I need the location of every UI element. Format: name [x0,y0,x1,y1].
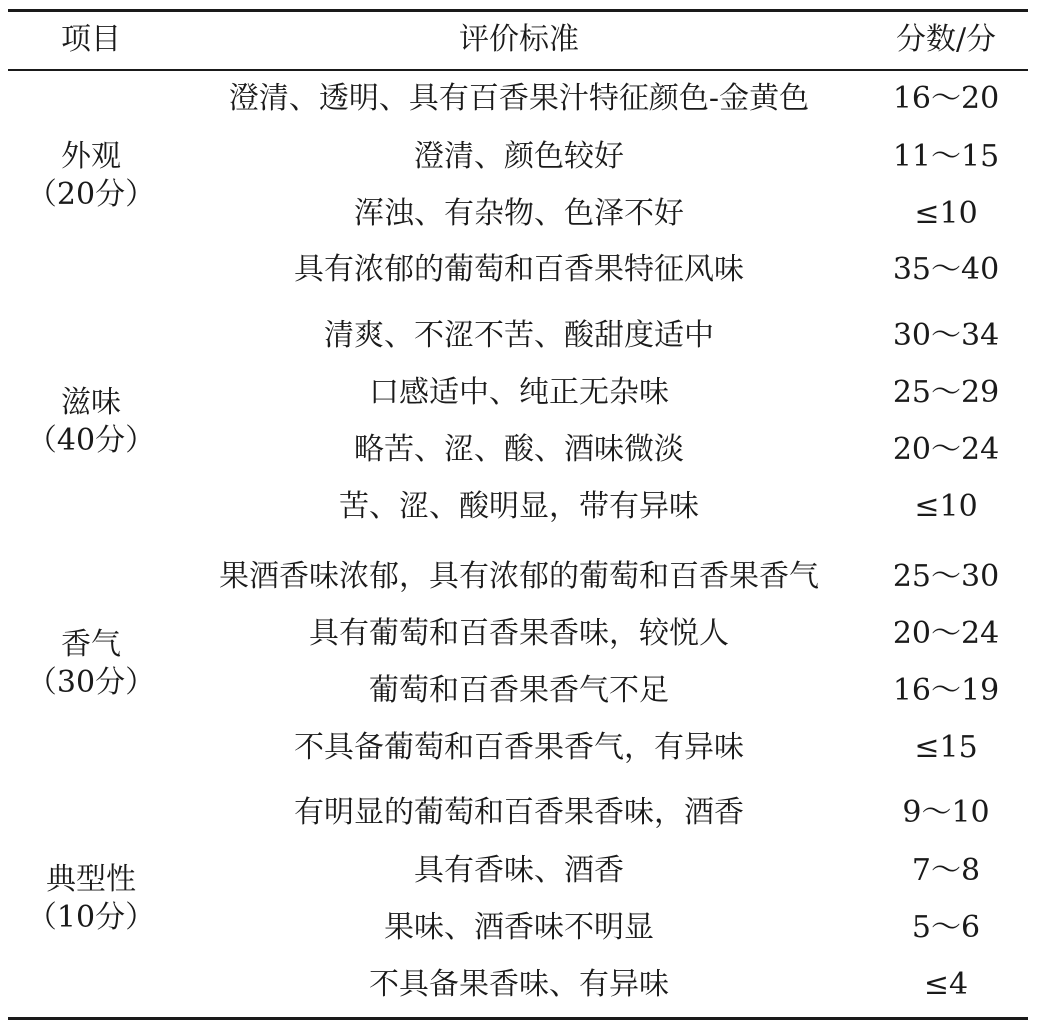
criteria-cell: 略苦、涩、酸、酒味微淡 [354,432,684,467]
criteria-cell: 具有香味、酒香 [414,853,624,888]
criteria-cell: 苦、涩、酸明显，带有异味 [339,489,699,524]
group-name: 滋味 [61,385,121,420]
criteria-cell: 葡萄和百香果香气不足 [369,673,669,708]
table-top-rule [8,9,1028,12]
group-name: 外观 [61,139,121,174]
score-cell: 11～15 [892,139,1000,174]
header-item: 项目 [61,22,121,57]
score-cell: 9～10 [902,795,990,830]
score-cell: 25～30 [892,559,1000,594]
group-label-aroma [27,626,155,702]
criteria-cell: 有明显的葡萄和百香果香味，酒香 [294,795,744,830]
group-points: （30分） [26,665,156,700]
score-cell: 30～34 [892,318,1000,353]
score-cell: ≤4 [923,967,969,1002]
group-name: 典型性 [46,862,136,897]
score-cell: ≤10 [914,196,978,231]
score-cell: 20～24 [892,616,1000,651]
group-label-appearance [27,138,155,214]
score-cell: 25～29 [892,375,1000,410]
header-score: 分数/分 [895,22,997,57]
score-cell: 16～20 [892,81,1000,116]
table-header-rule [8,69,1028,71]
table-bottom-rule [8,1017,1028,1020]
group-points: （40分） [26,423,156,458]
score-cell: 5～6 [911,910,981,945]
group-label-taste [27,384,155,460]
score-cell: 35～40 [892,252,1000,287]
header-criteria: 评价标准 [459,22,579,57]
score-cell: 16～19 [892,673,1000,708]
score-cell: 7～8 [911,853,981,888]
criteria-cell: 不具备葡萄和百香果香气，有异味 [294,730,744,765]
criteria-cell: 具有浓郁的葡萄和百香果特征风味 [294,252,744,287]
criteria-cell: 浑浊、有杂物、色泽不好 [354,196,684,231]
group-points: （20分） [26,177,156,212]
criteria-cell: 果酒香味浓郁，具有浓郁的葡萄和百香果香气 [219,559,819,594]
criteria-cell: 清爽、不涩不苦、酸甜度适中 [324,318,714,353]
score-cell: ≤15 [914,730,978,765]
criteria-cell: 不具备果香味、有异味 [369,967,669,1002]
score-cell: 20～24 [892,432,1000,467]
criteria-cell: 澄清、透明、具有百香果汁特征颜色-金黄色 [228,81,810,116]
group-points: （10分） [26,900,156,935]
score-cell: ≤10 [914,489,978,524]
criteria-cell: 澄清、颜色较好 [414,139,624,174]
criteria-cell: 具有葡萄和百香果香味，较悦人 [309,616,729,651]
criteria-cell: 口感适中、纯正无杂味 [369,375,669,410]
criteria-cell: 果味、酒香味不明显 [384,910,654,945]
group-name: 香气 [61,627,121,662]
group-label-typicality [27,861,155,937]
